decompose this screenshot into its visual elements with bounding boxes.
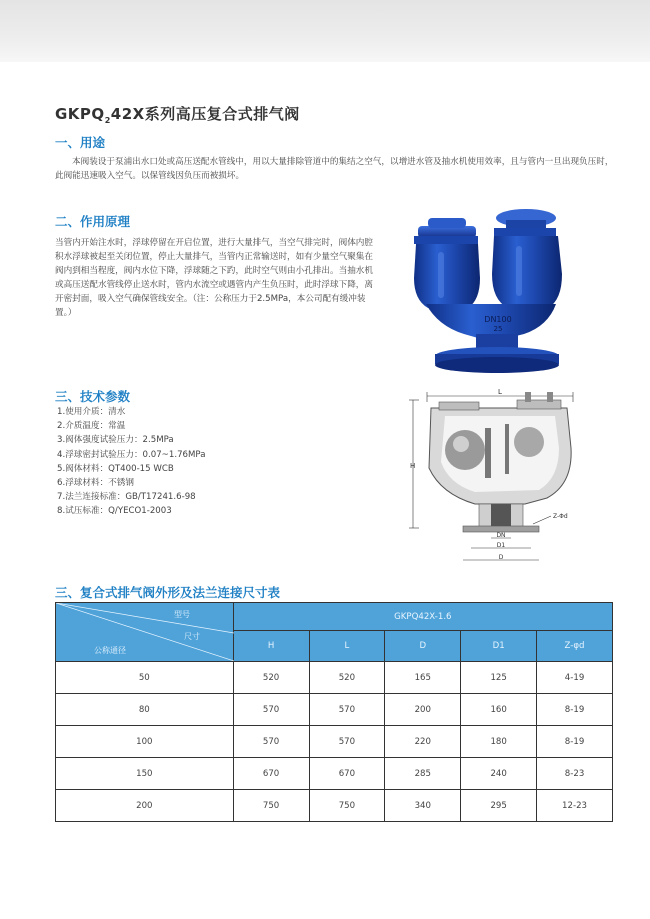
- tech-param-item: 8.试压标准：Q/YECO1-2003: [57, 506, 172, 517]
- table-col-header-D: D: [385, 631, 461, 662]
- table-cell: 125: [461, 662, 537, 694]
- table-cell: 165: [385, 662, 461, 694]
- table-col-header-Z: Z-φd: [537, 631, 613, 662]
- table-cell: 4-19: [537, 662, 613, 694]
- table-cell: 12-23: [537, 790, 613, 822]
- corner-diagonals: [56, 603, 234, 661]
- tech-param-item: 5.阀体材料：QT400-15 WCB: [57, 463, 174, 474]
- dim-label-L: L: [498, 388, 502, 396]
- table-cell: 520: [309, 662, 385, 694]
- table-cell: 100: [56, 726, 234, 758]
- table-cell: 520: [233, 662, 309, 694]
- cast-text-pn: 25: [493, 325, 503, 333]
- table-cell: 80: [56, 694, 234, 726]
- table-col-header-L: L: [309, 631, 385, 662]
- table-row: [56, 662, 613, 694]
- section-dimension-table-heading: 三、复合式排气阀外形及法兰连接尺寸表: [55, 585, 281, 600]
- table-cell: 670: [233, 758, 309, 790]
- table-col-header-H: H: [233, 631, 309, 662]
- top-gray-band: [0, 0, 650, 62]
- table-cell: 200: [385, 694, 461, 726]
- table-cell: 180: [461, 726, 537, 758]
- corner-label-model: 型号: [174, 610, 190, 619]
- table-cell: 295: [461, 790, 537, 822]
- valve-photo: [398, 208, 594, 380]
- table-cell: 570: [233, 694, 309, 726]
- dim-label-H: H: [410, 462, 416, 470]
- corner-label-size: 尺寸: [184, 632, 200, 641]
- table-corner-header: [56, 603, 234, 662]
- table-cell: 570: [233, 726, 309, 758]
- table-row: [56, 726, 613, 758]
- table-cell: 160: [461, 694, 537, 726]
- tech-params-list: [57, 405, 206, 519]
- table-cell: 285: [385, 758, 461, 790]
- section-usage-heading: 一、用途: [55, 135, 106, 150]
- table-cell: 200: [56, 790, 234, 822]
- dim-label-D1: D1: [496, 542, 506, 549]
- dim-label-DN: DN: [496, 532, 506, 539]
- table-cell: 220: [385, 726, 461, 758]
- table-cell: 8-19: [537, 726, 613, 758]
- table-cell: 340: [385, 790, 461, 822]
- section-usage-text: 本阀装设于泵浦出水口处或高压送配水管线中，用以大量排除管道中的集结之空气，以增进水管及抽水机使用效率，且与管内一旦出现负压时，此阀能迅速吸入空气。以保管线因负压而被损坏。: [55, 157, 614, 181]
- tech-param-item: 1.使用介质：清水: [57, 407, 126, 417]
- table-cell: 750: [233, 790, 309, 822]
- title-prefix: GKPQ: [55, 105, 105, 123]
- table-cell: 570: [309, 726, 385, 758]
- table-cell: 240: [461, 758, 537, 790]
- section-tech-params-heading: 三、技术参数: [55, 389, 131, 404]
- table-col-header-D1: D1: [461, 631, 537, 662]
- tech-param-item: 7.法兰连接标准：GB/T17241.6-98: [57, 492, 196, 503]
- section-principle-heading: 二、作用原理: [55, 214, 131, 229]
- table-cell: 8-19: [537, 694, 613, 726]
- dimension-table: [55, 602, 613, 822]
- page-title: [55, 103, 300, 125]
- table-cell: 750: [309, 790, 385, 822]
- table-cell: 150: [56, 758, 234, 790]
- table-cell: 670: [309, 758, 385, 790]
- tech-param-item: 4.浮球密封试验压力：0.07~1.76MPa: [57, 449, 206, 460]
- table-row: [56, 790, 613, 822]
- tech-param-item: 2.介质温度：常温: [57, 421, 126, 432]
- table-cell: 50: [56, 662, 234, 694]
- dim-label-Z: Z-Φd: [553, 513, 568, 520]
- section-principle-text: 当管内开始注水时，浮球停留在开启位置，进行大量排气，当空气排完时，阀体内腔积水浮球被起至关闭位置，停止大量排气，当管内正常输送时，如有少量空气聚集在阀内到相当程度，阀内水位下降，浮球随之下趵，此时空气则由小孔排出。当抽水机或高压送配水管线停止送水时，管内水流空或遇管内产生负压时，此时浮球下降，离开密封面，吸入空气确保管线安全。（注：公称压力于2.5MPa，本公司配有缓冲装置。）: [55, 238, 373, 318]
- table-cell: 8-23: [537, 758, 613, 790]
- table-cell: 570: [309, 694, 385, 726]
- table-row: [56, 758, 613, 790]
- title-subscript: 2: [104, 116, 111, 125]
- corner-label-dn: 公称通径: [94, 646, 126, 655]
- dim-label-D: D: [498, 554, 504, 561]
- title-suffix: 42X系列高压复合式排气阀: [110, 105, 300, 123]
- tech-param-item: 3.阀体强度试验压力：2.5MPa: [57, 435, 174, 446]
- valve-section-drawing: [405, 388, 595, 568]
- tech-param-item: 6.浮球材料：不锈钢: [57, 478, 134, 489]
- table-model-header: GKPQ42X-1.6: [233, 603, 612, 631]
- table-row: [56, 694, 613, 726]
- cast-text-dn: DN100: [484, 315, 512, 324]
